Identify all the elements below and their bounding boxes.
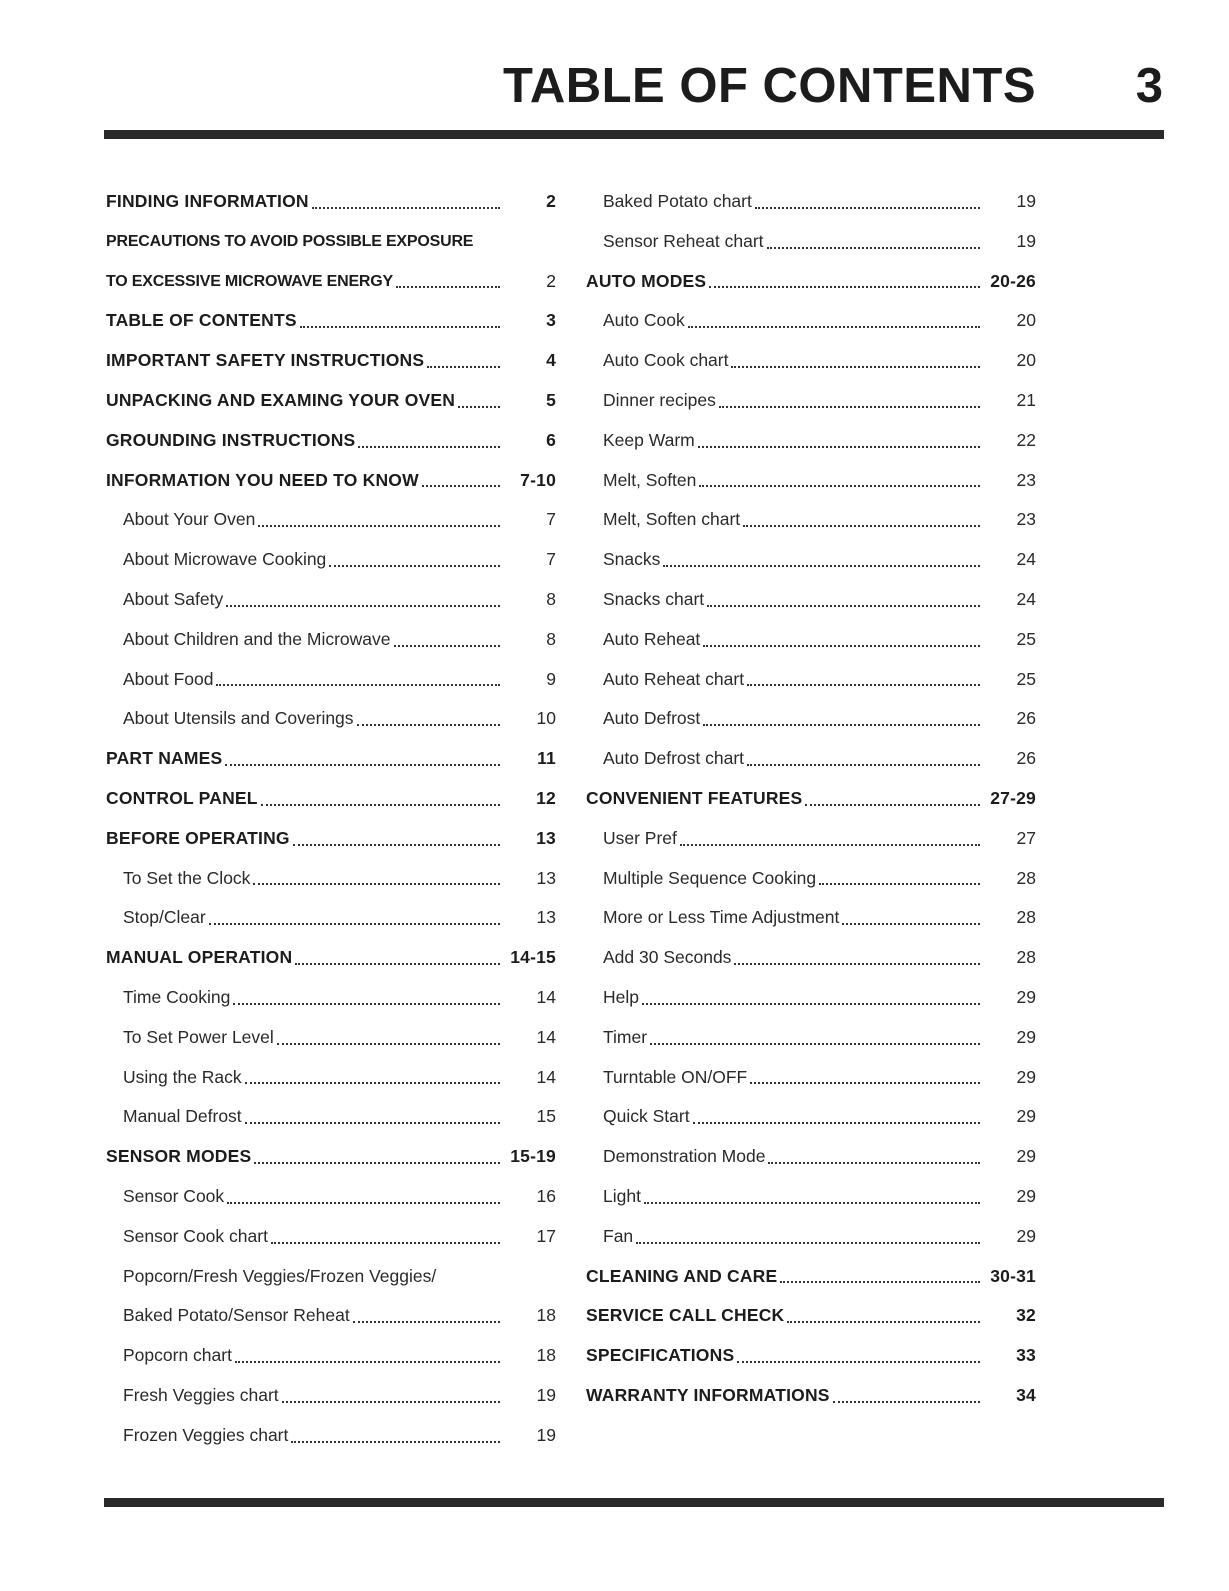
- toc-entry-page: 14: [536, 1066, 556, 1087]
- toc-entry-page: 24: [1016, 588, 1036, 609]
- dot-leader: [663, 540, 980, 580]
- dot-leader: [750, 1058, 980, 1098]
- dot-leader: [680, 819, 980, 859]
- toc-left-column: [106, 182, 556, 1456]
- toc-entry-page: 19: [1016, 191, 1036, 211]
- toc-entry-label: User Pref: [603, 827, 677, 848]
- toc-entry-label: Quick Start: [603, 1106, 690, 1127]
- toc-entry-page: 20: [1016, 310, 1036, 331]
- dot-leader: [719, 381, 980, 421]
- toc-entry-label: Auto Cook chart: [603, 350, 729, 371]
- toc-entry-page: 24: [1016, 549, 1036, 570]
- toc-entry: [586, 1336, 1036, 1376]
- toc-entry-page: 25: [1016, 628, 1036, 649]
- toc-entry: [586, 978, 1036, 1018]
- dot-leader: [329, 540, 500, 580]
- toc-entry-page: 16: [536, 1185, 556, 1206]
- toc-entry-page: 12: [536, 787, 556, 808]
- page-number: 3: [1135, 59, 1163, 113]
- toc-entry-page: 28: [1016, 947, 1036, 968]
- toc-entry-label: Snacks chart: [603, 588, 705, 609]
- dot-leader: [254, 1137, 500, 1177]
- dot-leader: [245, 1097, 500, 1137]
- toc-entry-page: 14: [536, 986, 556, 1007]
- toc-entry: [106, 938, 556, 978]
- toc-entry-label: Time Cooking: [123, 986, 231, 1007]
- toc-entry-label: Popcorn chart: [123, 1345, 232, 1366]
- dot-leader: [209, 898, 500, 938]
- toc-entry-label: Sensor Cook chart: [123, 1225, 268, 1246]
- toc-entry-page: 29: [1016, 1225, 1036, 1246]
- toc-entry: [586, 620, 1036, 660]
- toc-entry: [106, 699, 556, 739]
- toc-entry-page: 15-19: [510, 1146, 556, 1167]
- toc-entry: [106, 1058, 556, 1098]
- dot-leader: [300, 301, 500, 341]
- toc-entry: [586, 1137, 1036, 1177]
- toc-entry-label: To Set Power Level: [123, 1026, 274, 1047]
- toc-entry: [586, 1177, 1036, 1217]
- toc-entry-label: Keep Warm: [603, 429, 695, 450]
- toc-entry-page: 32: [1016, 1305, 1036, 1326]
- dot-leader: [842, 898, 980, 938]
- toc-entry: [106, 898, 556, 938]
- toc-entry: [586, 1217, 1036, 1257]
- dot-leader: [258, 500, 500, 540]
- dot-leader: [699, 461, 980, 501]
- dot-leader: [709, 262, 980, 302]
- dot-leader: [312, 182, 500, 222]
- toc-entry-label: Auto Reheat chart: [603, 668, 745, 689]
- toc-entry-page: 29: [1016, 1185, 1036, 1206]
- toc-entry-label: Manual Defrost: [123, 1106, 242, 1127]
- toc-entry: [106, 1137, 556, 1177]
- toc-entry-label: Fan: [603, 1225, 634, 1246]
- toc-entry: [106, 1018, 556, 1058]
- toc-entry-label: Melt, Soften chart: [603, 509, 741, 530]
- dot-leader: [233, 978, 500, 1018]
- toc-entry-label: Light: [603, 1185, 641, 1206]
- dot-leader: [805, 779, 980, 819]
- toc-entry-page: 23: [1016, 469, 1036, 490]
- toc-entry-label: Help: [603, 986, 639, 1007]
- toc-entry-label: Auto Defrost: [603, 708, 701, 729]
- toc-entry-page: 7-10: [520, 469, 556, 490]
- dot-leader: [245, 1058, 500, 1098]
- toc-entry-page: 10: [536, 708, 556, 729]
- header-rule: [104, 130, 1164, 139]
- toc-entry: [586, 262, 1036, 302]
- toc-entry-page: 21: [1016, 389, 1036, 410]
- toc-entry: [586, 1058, 1036, 1098]
- toc-entry-label: CONTROL PANEL: [106, 787, 258, 808]
- dot-leader: [747, 739, 980, 779]
- toc-entry-page: 29: [1016, 1066, 1036, 1087]
- toc-entry: [106, 461, 556, 501]
- toc-entry-page: 27: [1016, 827, 1036, 848]
- toc-entry-label: UNPACKING AND EXAMING YOUR OVEN: [106, 389, 456, 410]
- dot-leader: [353, 1296, 500, 1336]
- dot-leader: [767, 222, 980, 262]
- footer-rule: [104, 1498, 1164, 1507]
- dot-leader: [780, 1257, 980, 1297]
- dot-leader: [427, 341, 500, 381]
- toc-right-column: [586, 182, 1036, 1416]
- dot-leader: [693, 1097, 980, 1137]
- toc-entry-label: Snacks: [603, 549, 661, 570]
- toc-entry-label: About Microwave Cooking: [123, 549, 327, 570]
- dot-leader: [261, 779, 500, 819]
- dot-leader: [747, 660, 980, 700]
- toc-entry: [106, 739, 556, 779]
- dot-leader: [358, 421, 500, 461]
- toc-entry: [586, 461, 1036, 501]
- toc-entry-page: 8: [546, 588, 556, 609]
- dot-leader: [476, 222, 500, 262]
- toc-entry: [586, 1018, 1036, 1058]
- dot-leader: [271, 1217, 500, 1257]
- toc-entry: [586, 819, 1036, 859]
- toc-entry: [586, 341, 1036, 381]
- toc-entry-page: 18: [536, 1305, 556, 1326]
- toc-entry-label: Stop/Clear: [123, 907, 206, 928]
- toc-entry-label: PART NAMES: [106, 748, 223, 769]
- toc-entry: [106, 1416, 556, 1456]
- dot-leader: [422, 461, 500, 501]
- toc-entry-label: PRECAUTIONS TO AVOID POSSIBLE EXPOSURE: [106, 232, 474, 250]
- toc-entry-page: 26: [1016, 708, 1036, 729]
- toc-entry-page: 2: [546, 191, 556, 211]
- toc-entry-label: Baked Potato chart: [603, 191, 752, 211]
- toc-entry: [106, 500, 556, 540]
- dot-leader: [642, 978, 980, 1018]
- toc-entry: [106, 301, 556, 341]
- toc-entry-label: INFORMATION YOU NEED TO KNOW: [106, 469, 419, 490]
- dot-leader: [216, 660, 500, 700]
- dot-leader: [768, 1137, 980, 1177]
- toc-entry-label: Auto Defrost chart: [603, 748, 745, 769]
- toc-entry-label: Sensor Cook: [123, 1185, 225, 1206]
- toc-entry-page: 29: [1016, 1106, 1036, 1127]
- toc-entry-page: 29: [1016, 986, 1036, 1007]
- toc-entry: [106, 819, 556, 859]
- toc-entry-label: About Your Oven: [123, 509, 256, 530]
- toc-entry-page: 8: [546, 628, 556, 649]
- toc-entry-page: 17: [536, 1225, 556, 1246]
- toc-entry: [106, 1097, 556, 1137]
- toc-entry: [586, 1257, 1036, 1297]
- toc-entry-page: 2: [546, 270, 556, 291]
- dot-leader: [396, 262, 500, 302]
- toc-entry: [106, 421, 556, 461]
- toc-entry-page: 34: [1016, 1384, 1036, 1405]
- toc-entry-page: 13: [536, 867, 556, 888]
- toc-entry-page: 13: [536, 827, 556, 848]
- toc-entry-page: 25: [1016, 668, 1036, 689]
- toc-entry: [106, 222, 556, 262]
- toc-entry-page: 18: [536, 1345, 556, 1366]
- toc-entry: [586, 421, 1036, 461]
- toc-entry-label: Auto Reheat: [603, 628, 701, 649]
- toc-entry-label: AUTO MODES: [586, 270, 707, 291]
- toc-entry-page: 19: [536, 1384, 556, 1405]
- toc-entry-label: Frozen Veggies chart: [123, 1424, 289, 1445]
- dot-leader: [703, 620, 980, 660]
- dot-leader: [833, 1376, 980, 1416]
- toc-entry: [106, 182, 556, 222]
- page-header: [0, 0, 1229, 140]
- dot-leader: [650, 1018, 980, 1058]
- toc-entry: [106, 779, 556, 819]
- toc-entry-label: BEFORE OPERATING: [106, 827, 290, 848]
- dot-leader: [282, 1376, 500, 1416]
- toc-entry-label: Add 30 Seconds: [603, 947, 732, 968]
- dot-leader: [734, 938, 980, 978]
- toc-entry: [106, 540, 556, 580]
- toc-entry-page: 28: [1016, 867, 1036, 888]
- dot-leader: [253, 859, 500, 899]
- toc-entry-page: 7: [546, 509, 556, 530]
- toc-entry: [586, 938, 1036, 978]
- dot-leader: [703, 699, 980, 739]
- toc-entry: [586, 1296, 1036, 1336]
- toc-entry-label: Timer: [603, 1026, 648, 1047]
- toc-entry-label: SERVICE CALL CHECK: [586, 1305, 785, 1326]
- toc-entry: [586, 301, 1036, 341]
- toc-entry-label: About Food: [123, 668, 214, 689]
- page-title: TABLE OF CONTENTS: [503, 59, 1036, 113]
- toc-entry-label: IMPORTANT SAFETY INSTRUCTIONS: [106, 350, 425, 371]
- toc-entry: [586, 500, 1036, 540]
- toc-entry-label: Dinner recipes: [603, 389, 716, 410]
- dot-leader: [819, 859, 980, 899]
- toc-entry-label: About Safety: [123, 588, 224, 609]
- toc-entry-page: 14-15: [510, 947, 556, 968]
- toc-entry-page: 33: [1016, 1345, 1036, 1366]
- toc-entry-page: 13: [536, 907, 556, 928]
- dot-leader: [293, 819, 500, 859]
- toc-entry: [586, 859, 1036, 899]
- toc-entry: [586, 699, 1036, 739]
- toc-entry: [106, 978, 556, 1018]
- toc-entry-label: Baked Potato/Sensor Reheat: [123, 1305, 350, 1326]
- toc-entry-page: 29: [1016, 1026, 1036, 1047]
- dot-leader: [439, 1257, 500, 1297]
- toc-entry: [106, 262, 556, 302]
- dot-leader: [291, 1416, 500, 1456]
- toc-entry-label: SPECIFICATIONS: [586, 1345, 735, 1366]
- toc-entry: [586, 1376, 1036, 1416]
- toc-entry: [106, 1217, 556, 1257]
- dot-leader: [226, 580, 500, 620]
- toc-entry-page: 20: [1016, 350, 1036, 371]
- toc-entry-page: 14: [536, 1026, 556, 1047]
- dot-leader: [707, 580, 980, 620]
- toc-entry: [106, 580, 556, 620]
- toc-entry-page: 20-26: [990, 270, 1036, 291]
- dot-leader: [787, 1296, 980, 1336]
- toc-entry-label: About Utensils and Coverings: [123, 708, 354, 729]
- toc-entry-page: 5: [546, 389, 556, 410]
- toc-entry-page: 23: [1016, 509, 1036, 530]
- dot-leader: [737, 1336, 980, 1376]
- dot-leader: [295, 938, 500, 978]
- toc-entry-label: Popcorn/Fresh Veggies/Frozen Veggies/: [123, 1265, 437, 1286]
- toc-entry: [586, 779, 1036, 819]
- toc-entry: [586, 1097, 1036, 1137]
- toc-entry-page: 30-31: [990, 1265, 1036, 1286]
- toc-entry-page: 26: [1016, 748, 1036, 769]
- toc-entry: [586, 222, 1036, 262]
- toc-entry-label: MANUAL OPERATION: [106, 947, 293, 968]
- toc-entry-page: 11: [537, 748, 556, 769]
- toc-entry: [586, 660, 1036, 700]
- toc-entry: [106, 1336, 556, 1376]
- toc-entry-page: 29: [1016, 1146, 1036, 1167]
- toc-entry-page: 3: [546, 310, 556, 331]
- toc-entry-label: CLEANING AND CARE: [586, 1265, 778, 1286]
- toc-entry-page: 6: [546, 429, 556, 450]
- toc-entry: [106, 859, 556, 899]
- toc-entry: [586, 540, 1036, 580]
- dot-leader: [755, 182, 980, 222]
- toc-entry: [586, 182, 1036, 222]
- toc-entry-label: GROUNDING INSTRUCTIONS: [106, 429, 356, 450]
- dot-leader: [458, 381, 500, 421]
- toc-entry: [586, 739, 1036, 779]
- toc-entry-page: 27-29: [990, 787, 1036, 808]
- dot-leader: [688, 301, 980, 341]
- toc-entry-page: 19: [1016, 230, 1036, 251]
- toc-entry-page: 4: [546, 350, 556, 371]
- dot-leader: [225, 739, 500, 779]
- toc-entry: [106, 381, 556, 421]
- toc-entry: [106, 1376, 556, 1416]
- toc-entry-label: Using the Rack: [123, 1066, 242, 1087]
- dot-leader: [636, 1217, 980, 1257]
- toc-entry-page: 7: [546, 549, 556, 570]
- toc-entry: [106, 620, 556, 660]
- dot-leader: [357, 699, 500, 739]
- toc-entry-page: 22: [1016, 429, 1036, 450]
- toc-entry: [106, 1177, 556, 1217]
- toc-entry-label: Auto Cook: [603, 310, 685, 331]
- toc-entry: [106, 1257, 556, 1297]
- dot-leader: [698, 421, 980, 461]
- toc-entry-label: Sensor Reheat chart: [603, 230, 764, 251]
- toc-entry: [586, 381, 1036, 421]
- dot-leader: [731, 341, 980, 381]
- toc-entry-label: WARRANTY INFORMATIONS: [586, 1384, 830, 1405]
- toc-entry-page: 19: [536, 1424, 556, 1445]
- toc-entry-label: TABLE OF CONTENTS: [106, 310, 297, 331]
- toc-entry-label: About Children and the Microwave: [123, 628, 391, 649]
- toc-entry-label: Melt, Soften: [603, 469, 697, 490]
- toc-entry-label: CONVENIENT FEATURES: [586, 787, 803, 808]
- toc-entry: [586, 898, 1036, 938]
- toc-entry-label: Multiple Sequence Cooking: [603, 867, 817, 888]
- toc-entry-label: Demonstration Mode: [603, 1146, 766, 1167]
- toc-entry: [586, 580, 1036, 620]
- dot-leader: [227, 1177, 500, 1217]
- toc-entry-label: Turntable ON/OFF: [603, 1066, 748, 1087]
- toc-entry: [106, 1296, 556, 1336]
- toc-entry-label: More or Less Time Adjustment: [603, 907, 840, 928]
- dot-leader: [235, 1336, 500, 1376]
- toc-entry-page: 28: [1016, 907, 1036, 928]
- toc-entry: [106, 341, 556, 381]
- toc-entry-label: TO EXCESSIVE MICROWAVE ENERGY: [106, 272, 393, 290]
- toc-entry-label: Fresh Veggies chart: [123, 1384, 279, 1405]
- toc-entry: [106, 660, 556, 700]
- dot-leader: [394, 620, 500, 660]
- dot-leader: [743, 500, 980, 540]
- toc-entry-label: To Set the Clock: [123, 867, 251, 888]
- toc-entry-page: 15: [536, 1106, 556, 1127]
- dot-leader: [277, 1018, 500, 1058]
- toc-entry-label: FINDING INFORMATION: [106, 191, 309, 211]
- toc-entry-page: 9: [546, 668, 556, 689]
- toc-entry-label: SENSOR MODES: [106, 1146, 252, 1167]
- dot-leader: [644, 1177, 980, 1217]
